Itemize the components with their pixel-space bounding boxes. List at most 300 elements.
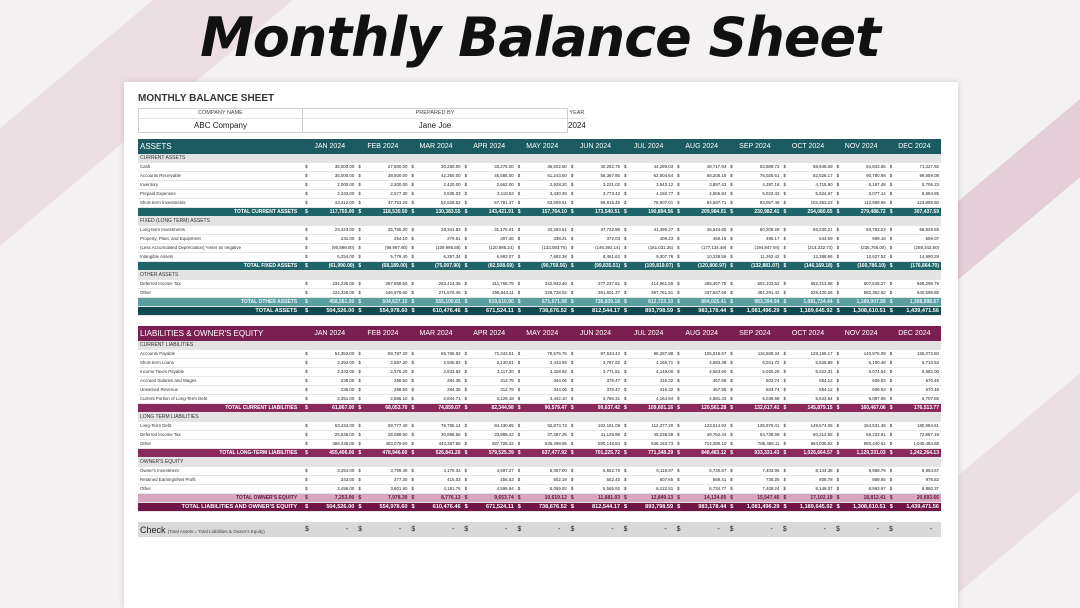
total-value: $ 14,134.05: [675, 494, 728, 503]
value-cell[interactable]: $ 6,100.48: [835, 359, 888, 368]
value-cell[interactable]: $ 3,430.39: [516, 190, 569, 199]
value-cell[interactable]: $ 149,574.05: [781, 422, 834, 431]
check-cell: [356, 526, 409, 533]
value-cell[interactable]: $ 258.50: [356, 377, 409, 386]
value-cell[interactable]: $ 457.95: [675, 377, 728, 386]
value-cell[interactable]: $ 72,857.19: [888, 431, 941, 440]
check-cell: [887, 526, 940, 533]
value-cell[interactable]: $ 271,676.46: [409, 289, 462, 298]
value-cell[interactable]: $ 49,762.44: [675, 431, 728, 440]
value-cell[interactable]: $ 5,039.58: [728, 395, 781, 404]
value-cell[interactable]: $ 3,801.60: [356, 485, 409, 494]
value-cell[interactable]: $ 503.74: [728, 377, 781, 386]
value-cell[interactable]: $ 30,898.56: [409, 431, 462, 440]
value-cell[interactable]: $ 52,528.52: [409, 199, 462, 208]
value-cell[interactable]: $ 670.48: [888, 386, 941, 395]
value-cell[interactable]: $ 3,129.18: [463, 395, 516, 404]
table-header-title: LIABILITIES & OWNER'S EQUITY: [138, 326, 303, 341]
value-cell[interactable]: $ 4,599.94: [463, 485, 516, 494]
value-cell[interactable]: $ 11,262.42: [728, 253, 781, 262]
value-cell[interactable]: $ 35,000.00: [303, 163, 356, 172]
value-cell[interactable]: $ 33,275.00: [463, 163, 516, 172]
value-cell[interactable]: $ 40,262.75: [569, 163, 622, 172]
value-cell[interactable]: $ 60,212.55: [781, 431, 834, 440]
value-cell[interactable]: $ 57,781.37: [463, 199, 516, 208]
value-cell[interactable]: $ 2,833.82: [409, 368, 462, 377]
value-cell[interactable]: $ 42,350.00: [409, 172, 462, 181]
value-cell[interactable]: $ 342,943.46: [516, 280, 569, 289]
value-cell[interactable]: $ 582,362.62: [835, 289, 888, 298]
value-cell[interactable]: $ 53,589.72: [728, 163, 781, 172]
value-cell[interactable]: $ 63,434.00: [303, 422, 356, 431]
value-cell[interactable]: $ 10,238.56: [675, 253, 728, 262]
value-cell[interactable]: $ 84,597.71: [675, 199, 728, 208]
value-cell[interactable]: $ 864,036.92: [781, 440, 834, 449]
value-cell[interactable]: $ 2,343.00: [303, 190, 356, 199]
value-cell[interactable]: $ (259,342.60): [888, 244, 941, 253]
value-cell[interactable]: $ 3,543.12: [622, 181, 675, 190]
value-cell[interactable]: $ 5,779.40: [356, 253, 409, 262]
value-cell[interactable]: $ 3,428.92: [516, 368, 569, 377]
value-cell[interactable]: $ 6,710.53: [888, 359, 941, 368]
value-cell[interactable]: $ 66,828.55: [888, 226, 941, 235]
value-cell[interactable]: $ 481,291.42: [728, 289, 781, 298]
value-cell[interactable]: $ 8,958.79: [835, 467, 888, 476]
value-cell[interactable]: $ 284.35: [409, 386, 462, 395]
value-cell[interactable]: $ 416.32: [622, 386, 675, 395]
value-cell[interactable]: $ 554.12: [781, 377, 834, 386]
value-cell[interactable]: $ 2,845.92: [409, 359, 462, 368]
value-cell[interactable]: $ 5,524.67: [781, 190, 834, 199]
value-cell[interactable]: $ 55,230.21: [781, 226, 834, 235]
value-cell[interactable]: $ 140,975.09: [835, 350, 888, 359]
value-cell[interactable]: $ 6,682.00: [888, 368, 941, 377]
value-cell[interactable]: $ 284.35: [409, 377, 462, 386]
value-cell[interactable]: $ 554.12: [781, 386, 834, 395]
value-cell[interactable]: $ 416.32: [622, 377, 675, 386]
value-cell[interactable]: $ 7,403.96: [728, 467, 781, 476]
company-name-value[interactable]: ABC Company: [139, 118, 303, 132]
value-cell[interactable]: $ 72,342.51: [463, 350, 516, 359]
value-cell[interactable]: $ 3,771.81: [569, 368, 622, 377]
value-cell[interactable]: $ 257,658.50: [356, 280, 409, 289]
value-cell[interactable]: $ 3,221.02: [569, 181, 622, 190]
value-cell[interactable]: $ 64,843.56: [835, 163, 888, 172]
value-cell[interactable]: $ 246,978.60: [356, 289, 409, 298]
value-cell[interactable]: $ 76,755.14: [409, 422, 462, 431]
value-cell[interactable]: $ 3,454.00: [303, 467, 356, 476]
value-cell[interactable]: $ 34,293.61: [516, 226, 569, 235]
value-cell[interactable]: $ 75,025.61: [728, 172, 781, 181]
value-cell[interactable]: $ 6,707.68: [888, 395, 941, 404]
value-cell[interactable]: $ 41,125.98: [569, 431, 622, 440]
value-cell[interactable]: $ 312.79: [463, 377, 516, 386]
value-cell[interactable]: $ 283,424.35: [409, 280, 462, 289]
value-cell[interactable]: $ 3,130.51: [463, 359, 516, 368]
value-cell[interactable]: $ 328,728.52: [516, 289, 569, 298]
value-cell[interactable]: $ 96,287.88: [622, 350, 675, 359]
row-label: Short-term Investments: [138, 199, 303, 208]
value-cell[interactable]: $ 224,326.00: [303, 289, 356, 298]
value-cell[interactable]: $ 3,897.43: [675, 181, 728, 190]
value-cell[interactable]: $ 414,961.59: [622, 280, 675, 289]
value-cell[interactable]: $ 254.10: [356, 235, 409, 244]
value-cell[interactable]: $ 950,440.61: [835, 440, 888, 449]
table-row: [138, 280, 941, 289]
value-cell[interactable]: $ 3,787.92: [569, 359, 622, 368]
value-cell[interactable]: $ 3,456.00: [303, 485, 356, 494]
value-cell[interactable]: $ 4,565.84: [675, 190, 728, 199]
value-cell[interactable]: $ 87,534.44: [569, 350, 622, 359]
row-label: Intangible Assets: [138, 253, 303, 262]
value-cell[interactable]: $ 92,873.72: [516, 422, 569, 431]
value-cell[interactable]: $ 5,022.43: [728, 190, 781, 199]
value-cell[interactable]: $ 495.17: [728, 235, 781, 244]
value-cell[interactable]: $ 808.78: [781, 476, 834, 485]
value-cell[interactable]: $ 25,536.00: [303, 431, 356, 440]
value-cell[interactable]: $ 12,388.66: [781, 253, 834, 262]
value-cell[interactable]: $ 7,408.24: [728, 485, 781, 494]
value-cell[interactable]: $ 93,057.48: [728, 199, 781, 208]
value-cell[interactable]: $ 45,644.80: [675, 226, 728, 235]
value-cell[interactable]: $ 76,907.01: [622, 199, 675, 208]
value-cell[interactable]: $ 99,859.08: [888, 172, 941, 181]
value-cell[interactable]: $ 599.16: [835, 235, 888, 244]
value-cell[interactable]: $ 3,799.40: [356, 467, 409, 476]
value-cell[interactable]: $ 5,057.00: [516, 467, 569, 476]
value-cell[interactable]: $ 487,726.32: [463, 440, 516, 449]
value-cell[interactable]: $ 37,387.26: [516, 431, 569, 440]
value-cell[interactable]: $ 112,377.20: [622, 422, 675, 431]
total-value: $ 933,331.43: [728, 449, 781, 458]
value-cell[interactable]: $ 5,059.93: [516, 485, 569, 494]
value-cell[interactable]: $ 6,357.34: [409, 253, 462, 262]
value-cell[interactable]: $ 607,545.27: [835, 280, 888, 289]
value-cell[interactable]: $ 311,766.79: [463, 280, 516, 289]
value-cell[interactable]: $ 5,187.48: [835, 181, 888, 190]
value-cell[interactable]: $ 123,614.92: [675, 422, 728, 431]
value-cell[interactable]: $ (90,898.00): [303, 244, 356, 253]
grand-total-value: $ 1,439,471.56: [888, 307, 941, 316]
value-cell[interactable]: $ 23,423.00: [303, 226, 356, 235]
value-cell[interactable]: $ 84,430.65: [463, 422, 516, 431]
value-cell[interactable]: $ 14,990.28: [888, 253, 941, 262]
value-cell[interactable]: $ 344.06: [516, 377, 569, 386]
value-cell[interactable]: $ 3,443.56: [516, 359, 569, 368]
value-cell[interactable]: $ 344.06: [516, 386, 569, 395]
value-cell[interactable]: $ 529,420.56: [781, 289, 834, 298]
value-cell[interactable]: $ 5,041.72: [728, 359, 781, 368]
value-cell[interactable]: $ 2,587.20: [356, 359, 409, 368]
value-cell[interactable]: $ 6,097.89: [835, 395, 888, 404]
value-cell[interactable]: $ 4,150.77: [622, 190, 675, 199]
value-cell[interactable]: $ 4,563.90: [675, 368, 728, 377]
value-cell[interactable]: $ 28,341.83: [409, 226, 462, 235]
value-cell[interactable]: $ 69,777.40: [356, 422, 409, 431]
value-cell[interactable]: $ 378.47: [569, 377, 622, 386]
value-cell[interactable]: $ (99,987.80): [356, 244, 409, 253]
grand-total-row: [138, 503, 941, 512]
value-cell[interactable]: $ 31,176.01: [463, 226, 516, 235]
value-cell[interactable]: $ 4,597.27: [463, 467, 516, 476]
value-cell[interactable]: $ 2,586.10: [356, 395, 409, 404]
value-cell[interactable]: $ 785,488.11: [728, 440, 781, 449]
value-cell[interactable]: $ 649,163.73: [622, 440, 675, 449]
value-cell[interactable]: $ 235.00: [303, 386, 356, 395]
value-cell[interactable]: $ 35,000.00: [303, 172, 356, 181]
prepared-by-value[interactable]: Jane Joe: [303, 118, 568, 132]
value-cell[interactable]: $ 33,988.42: [463, 431, 516, 440]
value-cell[interactable]: $ 28,089.60: [356, 431, 409, 440]
value-cell[interactable]: $ 112,599.55: [835, 199, 888, 208]
value-cell[interactable]: $ 58,948.69: [781, 163, 834, 172]
value-cell[interactable]: $ (177,134.49): [675, 244, 728, 253]
value-cell[interactable]: $ 5,545.89: [781, 359, 834, 368]
value-cell[interactable]: $ 47,753.20: [356, 199, 409, 208]
value-cell[interactable]: $ 668.41: [675, 476, 728, 485]
value-cell[interactable]: $ 4,583.38: [675, 359, 728, 368]
value-cell[interactable]: $ 51,243.50: [516, 172, 569, 181]
value-cell[interactable]: $ 90,780.99: [835, 172, 888, 181]
value-cell[interactable]: $ 69,915.46: [569, 199, 622, 208]
value-cell[interactable]: $ 298,844.11: [463, 289, 516, 298]
check-row: [138, 522, 941, 537]
value-cell[interactable]: $ 41,495.27: [622, 226, 675, 235]
value-cell[interactable]: $ 437,537.66: [675, 289, 728, 298]
value-cell[interactable]: $ 659.07: [888, 235, 941, 244]
value-cell[interactable]: $ 6,118.97: [622, 467, 675, 476]
value-cell[interactable]: $ 609.53: [835, 386, 888, 395]
value-cell[interactable]: $ 4,164.94: [622, 395, 675, 404]
value-cell[interactable]: $ 978.62: [888, 476, 941, 485]
value-cell[interactable]: $ 456.53: [463, 476, 516, 485]
value-cell[interactable]: $ 79,576.76: [516, 350, 569, 359]
value-cell[interactable]: $ 180,984.61: [888, 422, 941, 431]
value-cell[interactable]: $ 590,148.84: [569, 440, 622, 449]
value-cell[interactable]: $ (120,985.24): [463, 244, 516, 253]
value-cell[interactable]: $ 889.65: [835, 476, 888, 485]
value-cell[interactable]: $ 30,250.00: [409, 163, 462, 172]
check-currency: $: [676, 526, 681, 534]
value-cell[interactable]: $ 2,352.00: [303, 359, 356, 368]
value-cell[interactable]: $ 235.00: [303, 377, 356, 386]
value-cell[interactable]: $ 6,730.87: [675, 467, 728, 476]
value-cell[interactable]: $ 343.00: [303, 476, 356, 485]
value-cell[interactable]: $ 5,565.92: [569, 485, 622, 494]
value-cell[interactable]: $ 25,765.30: [356, 226, 409, 235]
value-cell[interactable]: $ 45,238.58: [622, 431, 675, 440]
value-cell[interactable]: $ 2,420.00: [409, 181, 462, 190]
value-cell[interactable]: $ 38,500.00: [356, 172, 409, 181]
value-cell[interactable]: $ 4,166.71: [622, 359, 675, 368]
value-cell[interactable]: $ 102,161.09: [569, 422, 622, 431]
value-cell[interactable]: $ (146,392.14): [569, 244, 622, 253]
month-header: MAR 2024: [409, 326, 462, 341]
value-cell[interactable]: $ 2,662.00: [463, 181, 516, 190]
value-cell[interactable]: $ 164,531.46: [835, 422, 888, 431]
value-cell[interactable]: $ 552,313.88: [781, 280, 834, 289]
value-cell[interactable]: $ 6,077.14: [835, 190, 888, 199]
value-cell[interactable]: $ 2,576.20: [356, 368, 409, 377]
value-cell[interactable]: $ 2,351.00: [303, 395, 356, 404]
value-cell[interactable]: $ 8,963.97: [835, 485, 888, 494]
value-cell[interactable]: $ 279.51: [409, 235, 462, 244]
value-cell[interactable]: $ 5,254.00: [303, 253, 356, 262]
value-cell[interactable]: $ 36,602.50: [516, 163, 569, 172]
value-cell[interactable]: $ 607.65: [622, 476, 675, 485]
value-cell[interactable]: $ 3,786.31: [569, 395, 622, 404]
value-cell[interactable]: $ 6,074.54: [835, 368, 888, 377]
value-cell[interactable]: $ 27,500.00: [356, 163, 409, 172]
value-cell[interactable]: $ 5,706.23: [888, 181, 941, 190]
value-cell[interactable]: $ 552.40: [569, 476, 622, 485]
value-cell[interactable]: $ 443,387.56: [409, 440, 462, 449]
value-cell[interactable]: $ 155,072.60: [888, 350, 941, 359]
month-header: AUG 2024: [675, 139, 728, 154]
value-cell[interactable]: $ 102,363.23: [781, 199, 834, 208]
table-row: [138, 395, 941, 404]
value-cell[interactable]: $ 312.79: [463, 386, 516, 395]
value-cell[interactable]: $ 8,461.62: [569, 253, 622, 262]
value-cell[interactable]: $ 4,287.18: [728, 181, 781, 190]
value-cell[interactable]: $ 6,122.51: [622, 485, 675, 494]
value-cell[interactable]: $ 65,765.92: [409, 350, 462, 359]
value-cell[interactable]: $ 5,562.70: [569, 467, 622, 476]
value-cell[interactable]: $ 2,928.20: [516, 181, 569, 190]
value-cell[interactable]: $ (194,847.94): [728, 244, 781, 253]
value-cell[interactable]: $ 1,045,484.68: [888, 440, 941, 449]
table-row: [138, 253, 941, 262]
value-cell[interactable]: $ 105,916.67: [675, 350, 728, 359]
value-cell[interactable]: $ 536,498.95: [516, 440, 569, 449]
value-cell[interactable]: $ 397,761.51: [622, 289, 675, 298]
value-cell[interactable]: $ 82,528.17: [781, 172, 834, 181]
value-cell[interactable]: $ 409.23: [622, 235, 675, 244]
value-cell[interactable]: $ 231.00: [303, 235, 356, 244]
value-cell[interactable]: $ 128,159.17: [781, 350, 834, 359]
value-cell[interactable]: $ 50,209.28: [728, 226, 781, 235]
value-cell[interactable]: $ 37,722.98: [569, 226, 622, 235]
value-cell[interactable]: $ 415.03: [409, 476, 462, 485]
value-cell[interactable]: $ 5,020.28: [728, 368, 781, 377]
value-cell[interactable]: $ (161,031.35): [622, 244, 675, 253]
value-cell[interactable]: $ 640,598.88: [888, 289, 941, 298]
value-cell[interactable]: $ 135,976.41: [728, 422, 781, 431]
value-cell[interactable]: $ 2,342.00: [303, 368, 356, 377]
value-cell[interactable]: $ 307.46: [463, 235, 516, 244]
value-cell[interactable]: $ 377,237.81: [569, 280, 622, 289]
value-cell[interactable]: $ 450.15: [675, 235, 728, 244]
value-cell[interactable]: $ 670.48: [888, 377, 941, 386]
value-cell[interactable]: $ (109,986.58): [409, 244, 462, 253]
value-cell[interactable]: $ 4,179.34: [409, 467, 462, 476]
value-cell[interactable]: $ 338.21: [516, 235, 569, 244]
value-cell[interactable]: $ 372.03: [569, 235, 622, 244]
year-value[interactable]: 2024: [568, 118, 586, 132]
value-cell[interactable]: $ 66,233.81: [835, 431, 888, 440]
value-cell[interactable]: $ 361,601.37: [569, 289, 622, 298]
value-cell[interactable]: $ 2,835.03: [409, 190, 462, 199]
value-cell[interactable]: $ 2,000.00: [303, 181, 356, 190]
value-cell[interactable]: $ 63,559.51: [516, 199, 569, 208]
value-cell[interactable]: $ 4,149.00: [622, 368, 675, 377]
value-cell[interactable]: $ 60,753.23: [835, 226, 888, 235]
value-cell[interactable]: $ 48,717.93: [675, 163, 728, 172]
value-cell[interactable]: $ 2,200.00: [356, 181, 409, 190]
value-cell[interactable]: $ 59,787.20: [356, 350, 409, 359]
total-value: $ 7,978.30: [356, 494, 409, 503]
value-cell[interactable]: $ 3,442.10: [516, 395, 569, 404]
value-cell[interactable]: $ 44,289.03: [622, 163, 675, 172]
value-cell[interactable]: $ 502,103.52: [728, 280, 781, 289]
value-cell[interactable]: $ 4,181.76: [409, 485, 462, 494]
value-cell[interactable]: $ 5,543.54: [781, 395, 834, 404]
value-cell[interactable]: $ 2,844.71: [409, 395, 462, 404]
value-cell[interactable]: $ 503.74: [728, 386, 781, 395]
check-currency: $: [623, 526, 628, 534]
value-cell[interactable]: $ 3,118.53: [463, 190, 516, 199]
value-cell[interactable]: $ 9,307.78: [622, 253, 675, 262]
value-cell[interactable]: $ 403,079.60: [356, 440, 409, 449]
value-cell[interactable]: $ (235,766.00): [835, 244, 888, 253]
value-cell[interactable]: $ 56,367.85: [569, 172, 622, 181]
value-cell[interactable]: $ 6,993.07: [463, 253, 516, 262]
grand-total-value: $ 504,526.00: [303, 307, 356, 316]
value-cell[interactable]: $ 54,738.68: [728, 431, 781, 440]
value-cell[interactable]: $ 123,859.50: [888, 199, 941, 208]
value-cell[interactable]: $ 71,327.92: [888, 163, 941, 172]
value-cell[interactable]: $ 366,436.00: [303, 440, 356, 449]
value-cell[interactable]: $ 544.69: [781, 235, 834, 244]
value-cell[interactable]: $ 668,299.79: [888, 280, 941, 289]
value-cell[interactable]: $ 3,117.20: [463, 368, 516, 377]
value-cell[interactable]: $ 378.47: [569, 386, 622, 395]
value-cell[interactable]: $ 714,080.10: [675, 440, 728, 449]
value-cell[interactable]: $ 735.25: [728, 476, 781, 485]
value-cell[interactable]: $ 13,627.52: [835, 253, 888, 262]
value-cell[interactable]: $ 502.19: [516, 476, 569, 485]
value-cell[interactable]: $ (214,332.73): [781, 244, 834, 253]
value-cell[interactable]: $ 609.53: [835, 377, 888, 386]
value-cell[interactable]: $ 234,235.00: [303, 280, 356, 289]
value-cell[interactable]: $ 6,684.85: [888, 190, 941, 199]
value-cell[interactable]: $ 4,715.90: [781, 181, 834, 190]
value-cell[interactable]: $ 6,734.77: [675, 485, 728, 494]
value-cell[interactable]: $ 457.95: [675, 386, 728, 395]
value-cell[interactable]: $ (133,083.76): [516, 244, 569, 253]
value-cell[interactable]: $ 258.50: [356, 386, 409, 395]
value-cell[interactable]: $ 43,412.00: [303, 199, 356, 208]
value-cell[interactable]: $ 62,004.64: [622, 172, 675, 181]
value-cell[interactable]: $ 54,352.00: [303, 350, 356, 359]
value-cell[interactable]: $ 9,854.67: [888, 467, 941, 476]
value-cell[interactable]: $ 8,149.07: [781, 485, 834, 494]
value-cell[interactable]: $ 7,692.38: [516, 253, 569, 262]
value-cell[interactable]: $ 68,205.10: [675, 172, 728, 181]
value-cell[interactable]: $ 2,577.30: [356, 190, 409, 199]
value-cell[interactable]: $ 5,522.31: [781, 368, 834, 377]
value-cell[interactable]: $ 9,860.37: [888, 485, 941, 494]
total-value: $ 8,776.13: [409, 494, 462, 503]
value-cell[interactable]: $ 8,144.35: [781, 467, 834, 476]
total-value: $ 771,348.29: [622, 449, 675, 458]
value-cell[interactable]: $ 116,508.34: [728, 350, 781, 359]
value-cell[interactable]: $ 456,457.75: [675, 280, 728, 289]
value-cell[interactable]: $ 3,773.42: [569, 190, 622, 199]
value-cell[interactable]: $ 377.30: [356, 476, 409, 485]
value-cell[interactable]: $ 4,581.43: [675, 395, 728, 404]
value-cell[interactable]: $ 46,585.00: [463, 172, 516, 181]
